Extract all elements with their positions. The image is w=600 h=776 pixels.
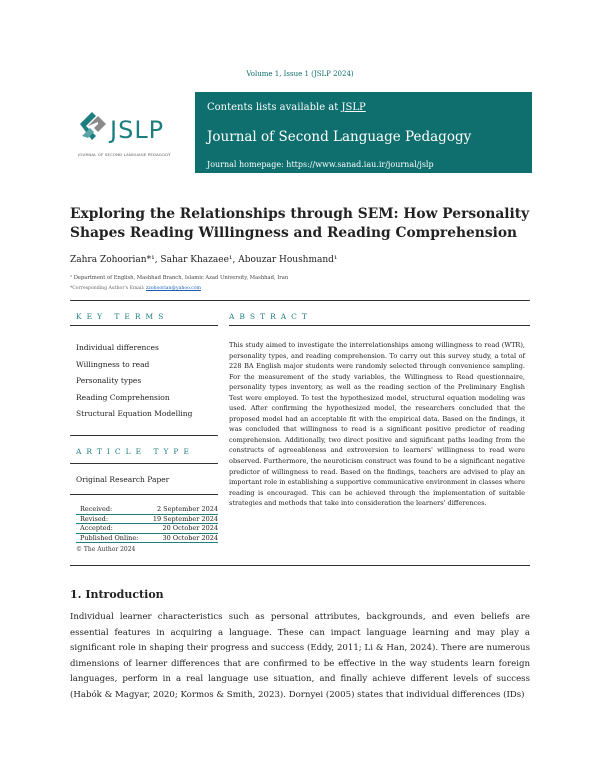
journal-homepage[interactable]: Journal homepage: https://www.sanad.iau.ir/journal/jslp [207, 160, 434, 169]
article-title: Exploring the Relationships through SEM: How Personality Shapes Reading Willingness and Reading Comprehension [70, 206, 530, 241]
journal-title: Journal of Second Language Pedagogy [207, 129, 472, 145]
key-terms-heading: KEY TERMS [76, 312, 169, 321]
journal-logo[interactable] [68, 92, 195, 173]
article-authors: Zahra Zohoorian*¹, Sahar Khazaee¹, Abouzar Houshmand¹ [70, 255, 338, 265]
contents-line [207, 102, 366, 113]
key-term-item: Structural Equation Modelling [76, 409, 193, 418]
article-type-divider [70, 463, 218, 464]
date-row-published [76, 534, 218, 544]
key-term-item: Individual differences [76, 343, 159, 352]
key-terms-divider [70, 325, 218, 326]
abstract-text: This study aimed to investigate the interrelationships among willingness to read (WTR), personality types, and reading comprehension. To carry out this survey study, a total of 228 BA English major students were randomly selected through convenience sampling. For the measurement of the study variables, the Willingness to Read questionnaire, personality types inventory, as well as the reading section of the Preliminary English Test were employed. To test the hypothesized model, structural equation modeling was used. After confirming the hypothesized model, the researchers concluded that the proposed model had an acceptable fit with the empirical data. Based on the findings, it was concluded that willingness to read is a significant positive predictor of reading comprehension. Additionally, two direct positive and significant paths leading from the constructs of agreeableness and extroversion to learners' willingness to read were observed. Furthermore, the neuroticism construct was found to be a significant negative predictor of willingness to read. Based on the findings, teachers are advised to play an important role in establishing a supportive communicative environment in classes where reading is encouraged. This can be achieved through the implementation of suitable strategies and methods that take into consideration the learners' differences. [229, 341, 525, 508]
corresponding-prefix: *Corresponding Author's Email: [70, 286, 146, 291]
date-value: 30 October 2024 [162, 533, 218, 542]
corresponding-author [70, 286, 201, 291]
volume-line: Volume 1, Issue 1 (JSLP 2024) [246, 70, 354, 78]
date-label: Published Online: [80, 533, 139, 542]
date-label: Accepted: [80, 524, 113, 532]
article-type-heading: ARTICLE TYPE [76, 447, 194, 456]
date-value: 2 September 2024 [156, 505, 218, 513]
date-label: Revised: [80, 514, 109, 523]
date-value: 20 October 2024 [162, 524, 218, 532]
abstract-divider [229, 325, 530, 326]
contents-prefix: Contents lists available at [207, 102, 342, 113]
introduction-text: Individual learner characteristics such as personal attributes, backgrounds, and even beliefs are essential features in acquiring a language. These can impact language learning and may play a significant role in shaping their progress and success (Eddy, 2011; Li & Han, 2024). There are numerous dimensions of learner differences that are confirmed to be effective in the way students learn foreign languages, perform in a real language use situation, and finally achieve different levels of success (Habók & Magyar, 2020; Kormos & Smith, 2023). Dornyei (2005) states that individual differences (IDs) [70, 612, 530, 700]
author-affiliation: ¹ Department of English, Mashhad Branch, Islamic Azad University, Mashhad, Iran [70, 275, 289, 281]
introduction-heading: 1. Introduction [70, 588, 164, 601]
article-type-value: Original Research Paper [76, 475, 170, 484]
date-row-revised [76, 515, 218, 525]
corresponding-email-link[interactable]: zzohoorian@yahoo.com [146, 286, 201, 291]
date-value: 19 September 2024 [152, 514, 218, 523]
jslp-link[interactable]: JSLP [341, 102, 366, 113]
dates-top-divider [70, 494, 218, 495]
journal-banner [195, 92, 532, 173]
logo-subtitle: JOURNAL OF SECOND LANGUAGE PEDAGOGY [78, 152, 171, 157]
logo-mark-icon [76, 106, 110, 146]
key-term-item: Reading Comprehension [76, 392, 170, 402]
logo-text: JSLP [110, 116, 165, 144]
article-dates [76, 505, 218, 553]
date-label: Received: [80, 505, 113, 513]
key-term-item: Personality types [76, 376, 142, 385]
copyright-notice: © The Author 2024 [76, 546, 136, 553]
date-row-received [76, 505, 218, 515]
top-divider [70, 300, 530, 301]
article-type-top-divider [70, 435, 218, 436]
key-terms-list [76, 340, 192, 423]
date-row-accepted [76, 524, 218, 534]
bottom-divider [70, 565, 530, 566]
abstract-heading: ABSTRACT [229, 312, 312, 321]
key-term-item: Willingness to read [76, 359, 150, 369]
